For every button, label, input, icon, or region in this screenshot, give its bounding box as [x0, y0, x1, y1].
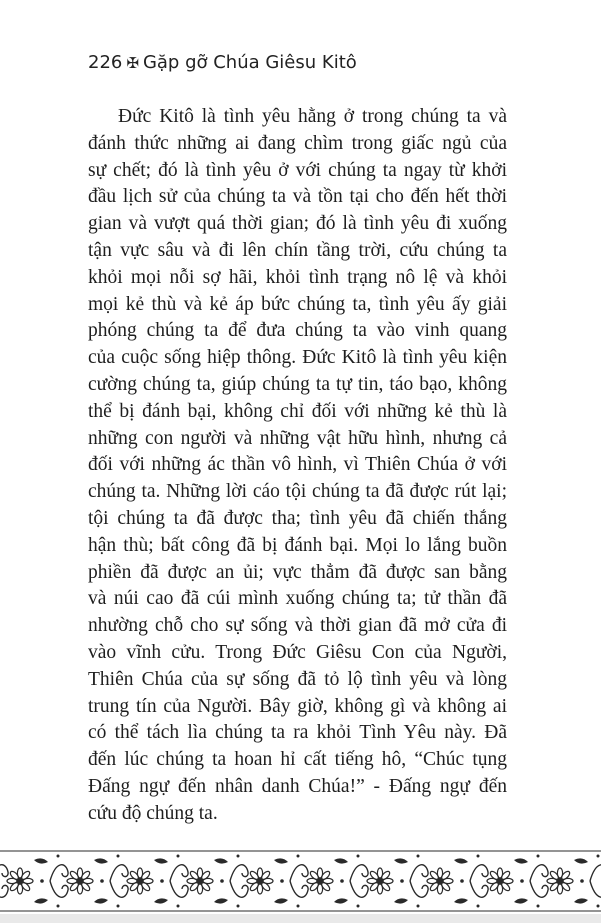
text-line: cứu độ chúng ta. — [88, 802, 218, 824]
text-line: phóng chúng ta để đưa chúng ta vào vinh quang — [88, 320, 507, 342]
book-title: Gặp gỡ Chúa Giêsu Kitô — [142, 52, 357, 73]
page-bottom-edge — [0, 914, 601, 923]
text-line: đánh thức những ai đang chìm trong giấc ngủ của — [88, 132, 507, 154]
text-line: Đức Kitô là tình yêu hằng ở trong chúng ta và — [118, 106, 507, 127]
text-line: của cuộc sống hiệp thông. Đức Kitô là tình yêu kiện — [88, 347, 507, 369]
text-line: vào vĩnh cửu. Trong Đức Giêsu Con của Người, — [88, 641, 507, 663]
text-line: tận vực sâu và đi lên chín tầng trời, cứu chúng ta — [88, 239, 507, 261]
text-line: và núi cao đã cúi mình xuống chúng ta; tử thần đã — [88, 588, 507, 610]
text-line: trung tín của Người. Bây giờ, không gì và không ai — [88, 695, 507, 717]
text-line: chúng ta. Những lời cáo tội chúng ta đã được rút lại; — [88, 481, 507, 503]
text-line: Đấng ngự đến nhân danh Chúa!” - Đấng ngự đến — [88, 775, 507, 797]
text-line: sự chết; đó là tình yêu ở với chúng ta ngay từ khởi — [88, 159, 507, 181]
text-line: mọi kẻ thù và kẻ áp bức chúng ta, tình yêu ấy giải — [88, 293, 507, 315]
text-line: đối với những ác thần vô hình, vì Thiên Chúa ở với — [88, 454, 507, 476]
page-number: 226 — [88, 52, 123, 73]
text-line: những con người và những vật hữu hình, nhưng cả — [88, 427, 507, 449]
text-line: phiền đã được an ủi; vực thẳm đã được san bằng — [88, 561, 507, 583]
text-line: đến lúc chúng ta hoan hỉ cất tiếng hô, “Chúc tụng — [88, 749, 507, 771]
floral-border-icon — [0, 848, 601, 914]
running-header — [88, 52, 357, 73]
text-line: khỏi mọi nỗi sợ hãi, khỏi tình trạng nô lệ và khỏi — [88, 266, 507, 288]
text-line: đầu lịch sử của chúng ta và tồn tại cho đến hết thời — [88, 186, 507, 208]
cross-icon: ✠ — [126, 53, 139, 72]
body-paragraph — [88, 104, 507, 828]
text-line: nhường chỗ cho sự sống và thời gian đã mở cửa đi — [88, 615, 507, 637]
text-line: gian và vượt quá thời gian; đó là tình yêu đi xuống — [88, 213, 507, 235]
text-line: Thiên Chúa của sự sống đã tỏ lộ tình yêu và lòng — [88, 668, 507, 690]
text-line: thể bị đánh bại, không chỉ đối với những kẻ thù là — [88, 400, 507, 422]
text-line: cường chúng ta, giúp chúng ta tự tin, táo bạo, không — [88, 373, 507, 395]
text-line: có thể tách lìa chúng ta ra khỏi Tình Yêu này. Đã — [88, 722, 507, 744]
text-line: tội chúng ta đã được tha; tình yêu đã chiến thắng — [88, 507, 507, 529]
text-line: hận thù; bất công đã bị đánh bại. Mọi lo lắng buồn — [88, 534, 507, 556]
